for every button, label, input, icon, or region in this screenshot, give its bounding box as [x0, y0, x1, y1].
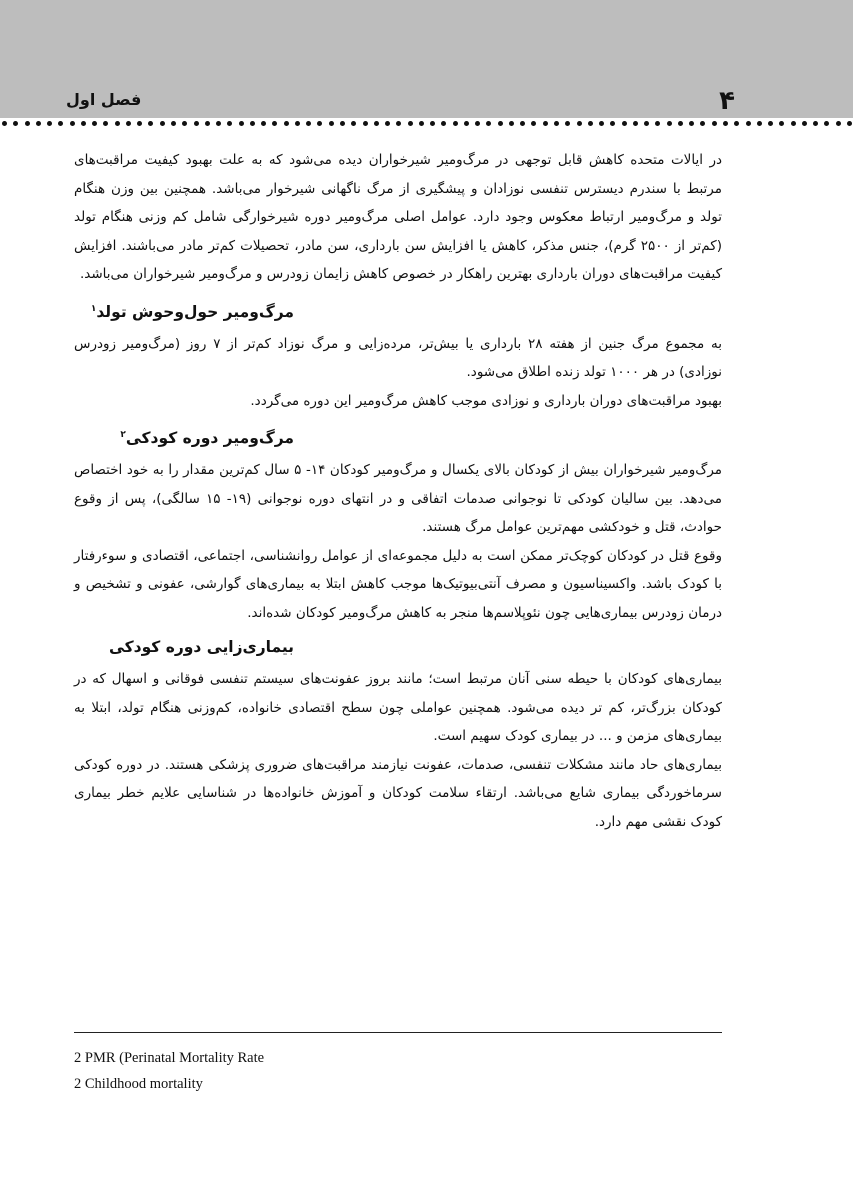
heading-perinatal-mortality-text: مرگ‌ومیر حول‌وحوش تولد [96, 302, 294, 321]
divider-dot [261, 121, 266, 126]
divider-dot [92, 121, 97, 126]
divider-dot [779, 121, 784, 126]
divider-dot [824, 121, 829, 126]
heading-childhood-morbidity-text: بیماری‌زایی دوره کودکی [108, 638, 294, 657]
divider-dot [768, 121, 773, 126]
divider-dot [317, 121, 322, 126]
paragraph-childhood-diseases: بیماری‌های کودکان با حیطه سنی آنان مرتبط است؛ مانند بروز عفونت‌های سیستم تنفسی فوقانی و اسهال که در کودکان بزرگ‌تر، کم تر دیده می‌شود. همچنین عواملی چون سطح اقتصادی خانواده، کم‌وزنی هنگام تولد، ابتلا به بیماری‌های مزمن و ... در بیماری کودک سهیم است. [74, 671, 722, 745]
divider-dot [239, 121, 244, 126]
heading-perinatal-mortality [74, 295, 722, 326]
divider-dot [667, 121, 672, 126]
divider-dot [182, 121, 187, 126]
paragraph-perinatal-definition: به مجموع مرگ جنین از هفته ۲۸ بارداری یا بیش‌تر، مرده‌زایی و مرگ نوزاد کم‌تر از ۷ روز (مرگ‌ومیر زودرس نوزادی) در هر ۱۰۰۰ تولد زنده اطلاق می‌شود. [74, 335, 722, 381]
divider-dot [103, 121, 108, 126]
divider-dot [475, 121, 480, 126]
divider-dot [70, 121, 75, 126]
divider-dot [746, 121, 751, 126]
divider-dot [137, 121, 142, 126]
dotted-divider [2, 118, 852, 128]
divider-dot [599, 121, 604, 126]
divider-dot [498, 121, 503, 126]
divider-dot [329, 121, 334, 126]
paragraph-acute-diseases: بیماری‌های حاد مانند مشکلات تنفسی، صدمات، عفونت نیازمند مراقبت‌های ضروری پزشکی هستند. در دوره کودکی سرماخوردگی بیماری شایع می‌باشد. ارتقاء سلامت کودکان و آموزش خانواده‌ها در شناسایی علایم خطر بیماری کودک نقشی مهم دارد. [74, 756, 722, 830]
divider-dot [610, 121, 615, 126]
divider-dot [396, 121, 401, 126]
divider-dot [25, 121, 30, 126]
divider-dot [836, 121, 841, 126]
divider-dot [813, 121, 818, 126]
divider-dot [160, 121, 165, 126]
divider-dot [802, 121, 807, 126]
divider-dot [58, 121, 63, 126]
divider-dot [655, 121, 660, 126]
divider-dot [453, 121, 458, 126]
paragraph-childhood-mortality: مرگ‌ومیر شیرخواران بیش از کودکان بالای یکسال و مرگ‌ومیر کودکان ۱۴- ۵ سال کم‌ترین مقدار را به خود اختصاص می‌دهد. بین سالیان کودکی تا نوجوانی صدمات اتفاقی و در انتهای دوره نوجوانی (۱۹- ۱۵ سالگی)، پس از وقوع حوادث، قتل و خودکشی مهم‌ترین عوامل مرگ هستند. [74, 462, 723, 536]
divider-dot [227, 121, 232, 126]
page-number: ۴ [719, 86, 735, 116]
divider-dot [126, 121, 131, 126]
footnote-1: 2 PMR (Perinatal Mortality Rate [74, 1050, 265, 1066]
divider-dot [509, 121, 514, 126]
divider-dot [712, 121, 717, 126]
divider-dot [340, 121, 345, 126]
divider-dot [588, 121, 593, 126]
divider-dot [464, 121, 469, 126]
divider-dot [678, 121, 683, 126]
divider-dot [565, 121, 570, 126]
divider-dot [847, 121, 852, 126]
divider-dot [47, 121, 52, 126]
heading-childhood-mortality [74, 421, 722, 452]
chapter-title: فصل اول [66, 90, 142, 109]
paragraph-infant-mortality: در ایالات متحده کاهش قابل توجهی در مرگ‌ومیر شیرخواران دیده می‌شود که به علت بهبود کیفیت مراقبت‌های مرتبط با سندرم دیسترس تنفسی نوزادان و پیشگیری از مرگ ناگهانی شیرخوار می‌باشد. همچنین بین وزن هنگام تولد و مرگ‌ومیر ارتباط معکوس وجود دارد. عوامل اصلی مرگ‌ومیر دوره شیرخوارگی شامل کم وزنی هنگام تولد (کم‌تر از ۲۵۰۰ گرم)، جنس مذکر، کاهش یا افزایش سن بارداری، سن مادر، تحصیلات کم‌تر مادر می‌باشند. افزایش کیفیت مراقبت‌های دوران بارداری بهترین راهکار در خصوص کاهش زایمان زودرس و مرگ‌ومیر شیرخواران می‌باشد. [74, 152, 722, 282]
divider-dot [115, 121, 120, 126]
divider-dot [216, 121, 221, 126]
footnote-ref-2: ۲ [120, 430, 126, 441]
divider-dot [531, 121, 536, 126]
divider-dot [351, 121, 356, 126]
divider-dot [644, 121, 649, 126]
divider-dot [171, 121, 176, 126]
divider-dot [374, 121, 379, 126]
divider-dot [194, 121, 199, 126]
divider-dot [622, 121, 627, 126]
divider-dot [441, 121, 446, 126]
paragraph-perinatal-care: بهبود مراقبت‌های دوران بارداری و نوزادی موجب کاهش مرگ‌ومیر این دوره می‌گردد. [250, 392, 722, 409]
divider-dot [554, 121, 559, 126]
divider-dot [205, 121, 210, 126]
divider-dot [633, 121, 638, 126]
divider-dot [148, 121, 153, 126]
divider-dot [757, 121, 762, 126]
divider-dot [306, 121, 311, 126]
divider-dot [295, 121, 300, 126]
divider-dot [284, 121, 289, 126]
divider-dot [13, 121, 18, 126]
divider-dot [734, 121, 739, 126]
divider-dot [2, 121, 7, 126]
divider-dot [430, 121, 435, 126]
footnote-ref-1: ۱ [90, 303, 97, 314]
footnote-separator [74, 1032, 722, 1033]
divider-dot [543, 121, 548, 126]
divider-dot [385, 121, 390, 126]
divider-dot [577, 121, 582, 126]
paragraph-homicide-factors: وقوع قتل در کودکان کوچک‌تر ممکن است به دلیل مجموعه‌ای از عوامل روانشناسی، اجتماعی، اقتصادی و سوءرفتار با کودک باشد. واکسیناسیون و مصرف آنتی‌بیوتیک‌ها موجب کاهش ابتلا به بیماری‌های گوارشی، عفونی و تشخیص و درمان زودرس بیماری‌هایی چون نئوپلاسم‌ها منجر به کاهش مرگ‌ومیر کودکان شده‌اند. [74, 547, 722, 621]
heading-childhood-mortality-text: مرگ‌ومیر دوره کودکی [125, 429, 294, 448]
divider-dot [419, 121, 424, 126]
divider-dot [723, 121, 728, 126]
divider-dot [408, 121, 413, 126]
heading-childhood-morbidity [74, 633, 722, 661]
divider-dot [81, 121, 86, 126]
main-content [74, 146, 722, 836]
divider-dot [36, 121, 41, 126]
divider-dot [250, 121, 255, 126]
divider-dot [520, 121, 525, 126]
divider-dot [486, 121, 491, 126]
divider-dot [272, 121, 277, 126]
divider-dot [689, 121, 694, 126]
footnote-2: 2 Childhood mortality [74, 1076, 203, 1092]
divider-dot [700, 121, 705, 126]
divider-dot [791, 121, 796, 126]
divider-dot [363, 121, 368, 126]
